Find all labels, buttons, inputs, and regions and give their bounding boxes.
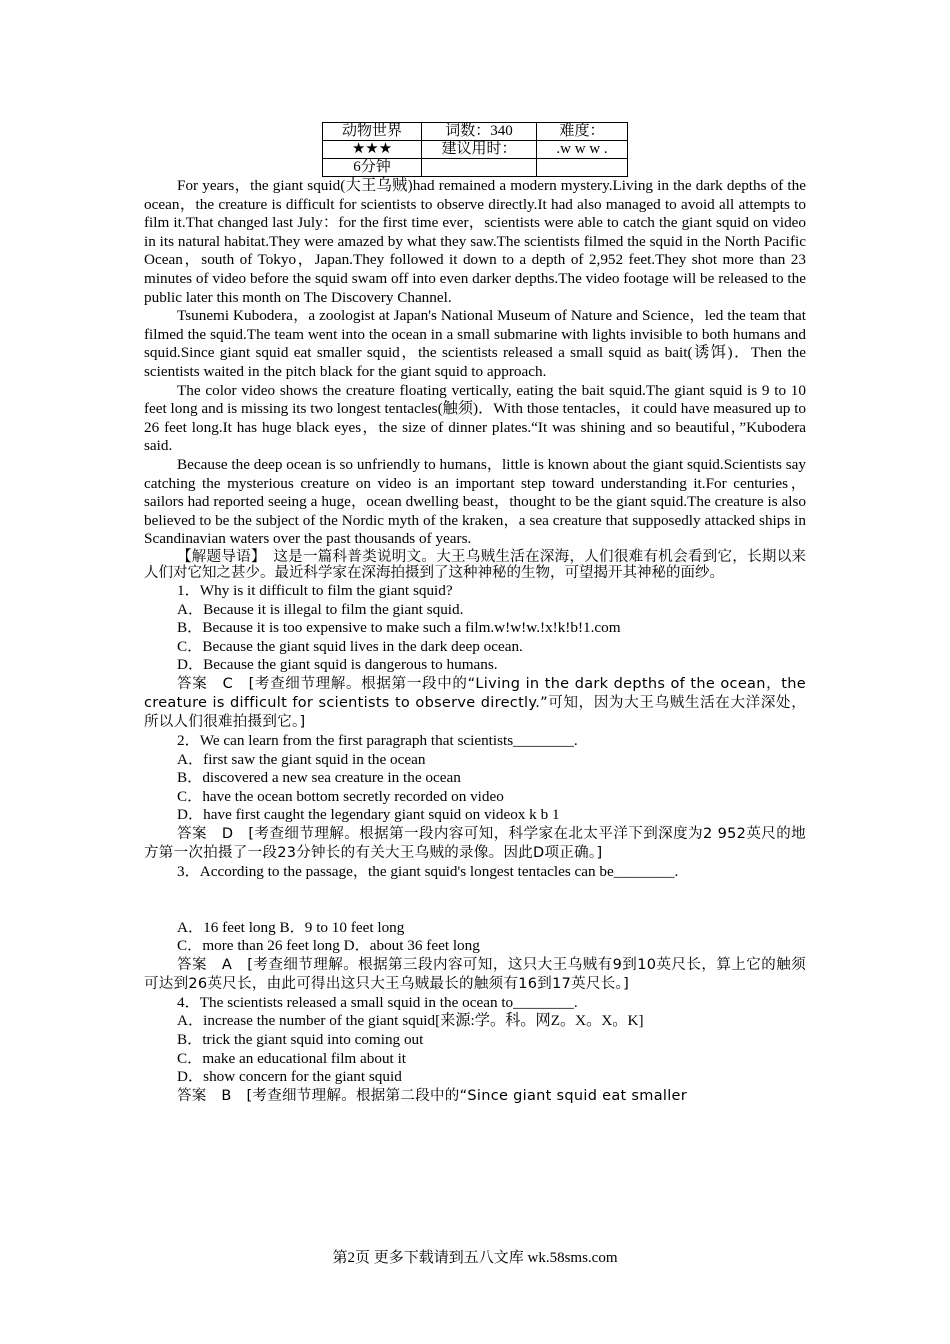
question-4-option-b: B．trick the giant squid into coming out	[177, 1030, 424, 1048]
page-footer: 第2页 更多下载请到五八文库 wk.58sms.com	[332, 1250, 618, 1266]
difficulty-label-cell: 难度：	[537, 123, 628, 141]
question-1-option-d: D．Because the giant squid is dangerous to humans.	[177, 656, 498, 674]
question-2-option-a: A．first saw the giant squid in the ocean	[177, 750, 426, 768]
blank-gap	[144, 882, 806, 919]
suggested-time-label-cell: 建议用时：	[422, 141, 537, 159]
question-4-option-d: D．show concern for the giant squid	[177, 1068, 402, 1086]
question-4-stem: 4．The scientists released a small squid in the ocean to________.	[177, 993, 578, 1011]
question-3-stem: 3．According to the passage，the giant squid's longest tentacles can be________.	[177, 863, 679, 880]
question-3-options-ab: A．16 feet long B．9 to 10 feet long	[177, 918, 405, 936]
guide-text: 【解题导语】 这是一篇科普类说明文。大王乌贼生活在深海，人们很难有机会看到它，长期以来人们对它知之甚少。最近科学家在深海拍摄到了这种神秘的生物，可望揭开其神秘的面纱。	[144, 548, 806, 582]
question-3-answer: 答案 A [考查细节理解。根据第三段内容可知，这只大王乌贼有9到10英尺长，算上它的触须可达到26英尺长，由此可得出这只大王乌贼最长的触须有16到17英尺长。]	[144, 956, 806, 992]
question-2-option-c: C．have the ocean bottom secretly recorded on video	[177, 787, 504, 805]
question-1-option-b: B．Because it is too expensive to make such a film.w!w!w.!x!k!b!1.com	[177, 619, 621, 637]
watermark-cell: .w w w .	[537, 141, 628, 159]
empty-cell	[537, 159, 628, 177]
empty-cell	[422, 159, 537, 177]
word-count-cell: 词数：340	[422, 123, 537, 141]
question-1-answer: 答案 C [考查细节理解。根据第一段中的“Living in the dark depths of the ocean，the creature is difficult for scientists to observe directly.”可知，因为大王乌贼生活在大洋深处，所以人们很难拍摄到它。]	[144, 676, 806, 731]
question-2-answer: 答案 D [考查细节理解。根据第一段内容可知，科学家在北太平洋下到深度为2 952英尺的地方第一次拍摄了一段23分钟长的有关大王乌贼的录像。因此D项正确。]	[144, 826, 806, 861]
passage-paragraph-4: Because the deep ocean is so unfriendly to humans，little is known about the giant squid.Scientists say catching the mysterious creature on video is an important step toward understanding it.For centuries，sailors had reported seeing a huge，ocean dwelling beast，thought to be the giant squid.The creature is also believed to be the subject of the Nordic myth of the kraken，a sea creature that supposedly attacked ships in Scandinavian waters over the past thousands of years.	[144, 455, 806, 548]
question-2-option-d: D．have first caught the legendary giant squid on videox k b 1	[177, 806, 560, 824]
table-row	[323, 159, 628, 177]
table-row	[323, 141, 628, 159]
passage-paragraph-3: The color video shows the creature floating vertically, eating the bait squid.The giant squid is 9 to 10 feet long and is missing its two longest tentacles(触须)．With those tentacles，it could have measured up to 26 feet long.It has huge black eyes，the size of dinner plates.“It was shining and so beautiful，”Kubodera said.	[144, 381, 807, 455]
question-2-stem: 2．We can learn from the first paragraph that scientists________.	[177, 732, 578, 750]
time-value-cell: 6分钟	[323, 159, 422, 177]
question-2-option-b: B．discovered a new sea creature in the ocean	[177, 769, 461, 787]
question-4-option-c: C．make an educational film about it	[177, 1049, 407, 1067]
passage-paragraph-2: Tsunemi Kubodera，a zoologist at Japan's National Museum of Nature and Science，led the team that filmed the squid.The team went into the ocean in a small submarine with lights invisible to both humans and squid.Since giant squid eat smaller squid，the scientists released a small squid as bait(诱饵)．Then the scientists waited in the pitch black for the giant squid to approach.	[144, 307, 806, 380]
question-1-option-a: A．Because it is illegal to film the giant squid.	[177, 600, 464, 618]
passage-paragraph-1: For years，the giant squid(大王乌贼)had remained a modern mystery.Living in the dark depths of the ocean，the creature is difficult for scientists to observe directly.It had also managed to avoid all attempts to film it.That changed last July：for the first time ever，scientists were able to catch the giant squid on video in its natural habitat.They were amazed by what they saw.The scientists filmed the squid in the North Pacific Ocean，south of Tokyo，Japan.They followed it down to a depth of 2,952 feet.They shot more than 23 minutes of video before the squid swam off into even darker depths.The video footage will be released to the public later this month on The Discovery Channel.	[144, 177, 806, 306]
table-row	[323, 123, 628, 141]
question-4-answer: 答案 B [考查细节理解。根据第二段中的“Since giant squid eat smaller	[177, 1087, 688, 1104]
difficulty-stars-cell: ★★★	[323, 141, 422, 159]
question-1-option-c: C．Because the giant squid lives in the dark deep ocean.	[177, 637, 523, 655]
question-4-option-a: A．increase the number of the giant squid[来源:学。科。网Z。X。X。K]	[177, 1012, 644, 1030]
document-page	[144, 122, 806, 1106]
topic-cell: 动物世界	[323, 123, 422, 141]
question-3-options-cd: C．more than 26 feet long D．about 36 feet long	[177, 937, 480, 955]
info-table	[322, 122, 628, 177]
question-1-stem: 1．Why is it difficult to film the giant squid?	[177, 582, 453, 600]
